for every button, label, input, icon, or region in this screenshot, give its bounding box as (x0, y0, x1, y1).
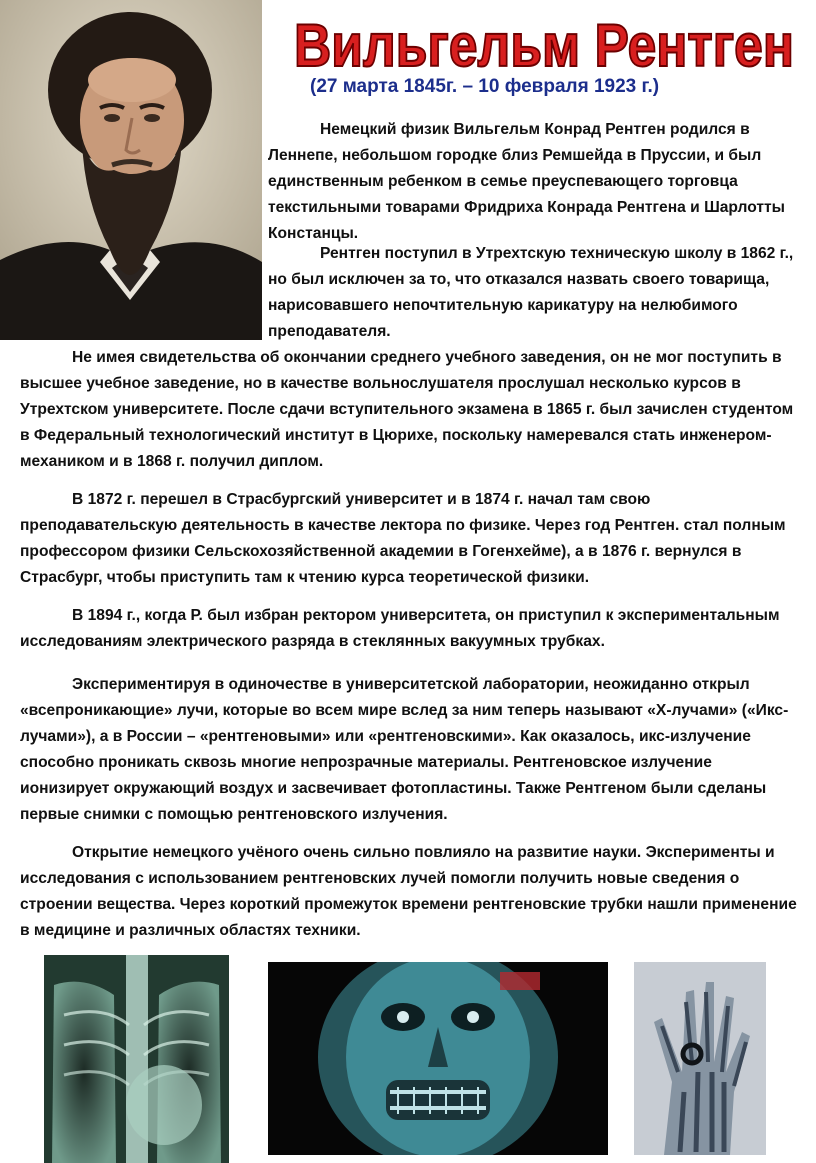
paragraph-birth: Немецкий физик Вильгельм Конрад Рентген родился в Леннепе, небольшом городке близ Ремшейда в Пруссии, и был единственным ребенком в семье преуспевающего торговца текстильными товарами Фридриха Конрада Рентгена и Шарлотты Констанцы. (268, 121, 785, 242)
title-text: Вильгельм Рентген (294, 12, 794, 79)
paragraph-impact: Открытие немецкого учёного очень сильно повлияло на развитие науки. Эксперименты и исследования с использованием рентгеновских лучей помогли получить новые сведения о строении вещества. Через короткий промежуток времени рентгеновские трубки нашли применение в медицине и различных областях техники. (20, 844, 797, 939)
paragraph-discovery: Экспериментируя в одиночестве в университетской лаборатории, неожиданно открыл «всепроникающие» лучи, которые во всем мире вслед за ним теперь называют «Х-лучами» («Икс-лучами»), а в России – «рентгеновыми» или «рентгеновскими». Как оказалось, икс-излучение способно проникать сквозь многие непрозрачные материалы. Рентгеновское излучение ионизирует окружающий воздух и засвечивает фотопластины. Также Рентгеном были сделаны первые снимки с помощью рентгеновского излучения. (20, 676, 789, 823)
life-dates: (27 марта 1845г. – 10 февраля 1923 г.) (310, 76, 660, 97)
portrait-photo (0, 0, 262, 340)
paragraph-education: Не имея свидетельства об окончании среднего учебного заведения, он не мог поступить в высшее учебное заведение, но в качестве вольнослушателя прослушал несколько курсов в Утрехтском университете. После сдачи вступительного экзамена в 1865 г. был зачислен студентом в Федеральный технологический институт в Цюрихе, поскольку намеревался стать инженером-механиком и в 1868 г. получил диплом. (20, 349, 794, 470)
page-title (272, 0, 816, 82)
paragraph-utrecht-school: Рентген поступил в Утрехтскую техническую школу в 1862 г., но был исключен за то, что отказался назвать своего товарища, нарисовавшего непочтительную карикатуру на нелюбимого преподавателя. (268, 245, 794, 340)
paragraph-rector: В 1894 г., когда Р. был избран ректором университета, он приступил к экспериментальным исследованиям электрического разряда в стеклянных вакуумных трубках. (20, 607, 780, 650)
skull-xray-image (268, 962, 608, 1155)
hand-xray-image (634, 962, 766, 1155)
paragraph-career: В 1872 г. перешел в Страсбургский университет и в 1874 г. начал там свою преподавательскую деятельность в качестве лектора по физике. Через год Рентген. стал полным профессором физики Сельскохозяйственной академии в Гогенхейме), а в 1876 г. вернулся в Страсбург, чтобы приступить там к чтению курса теоретической физики. (20, 491, 786, 586)
chest-xray-image (44, 955, 229, 1163)
